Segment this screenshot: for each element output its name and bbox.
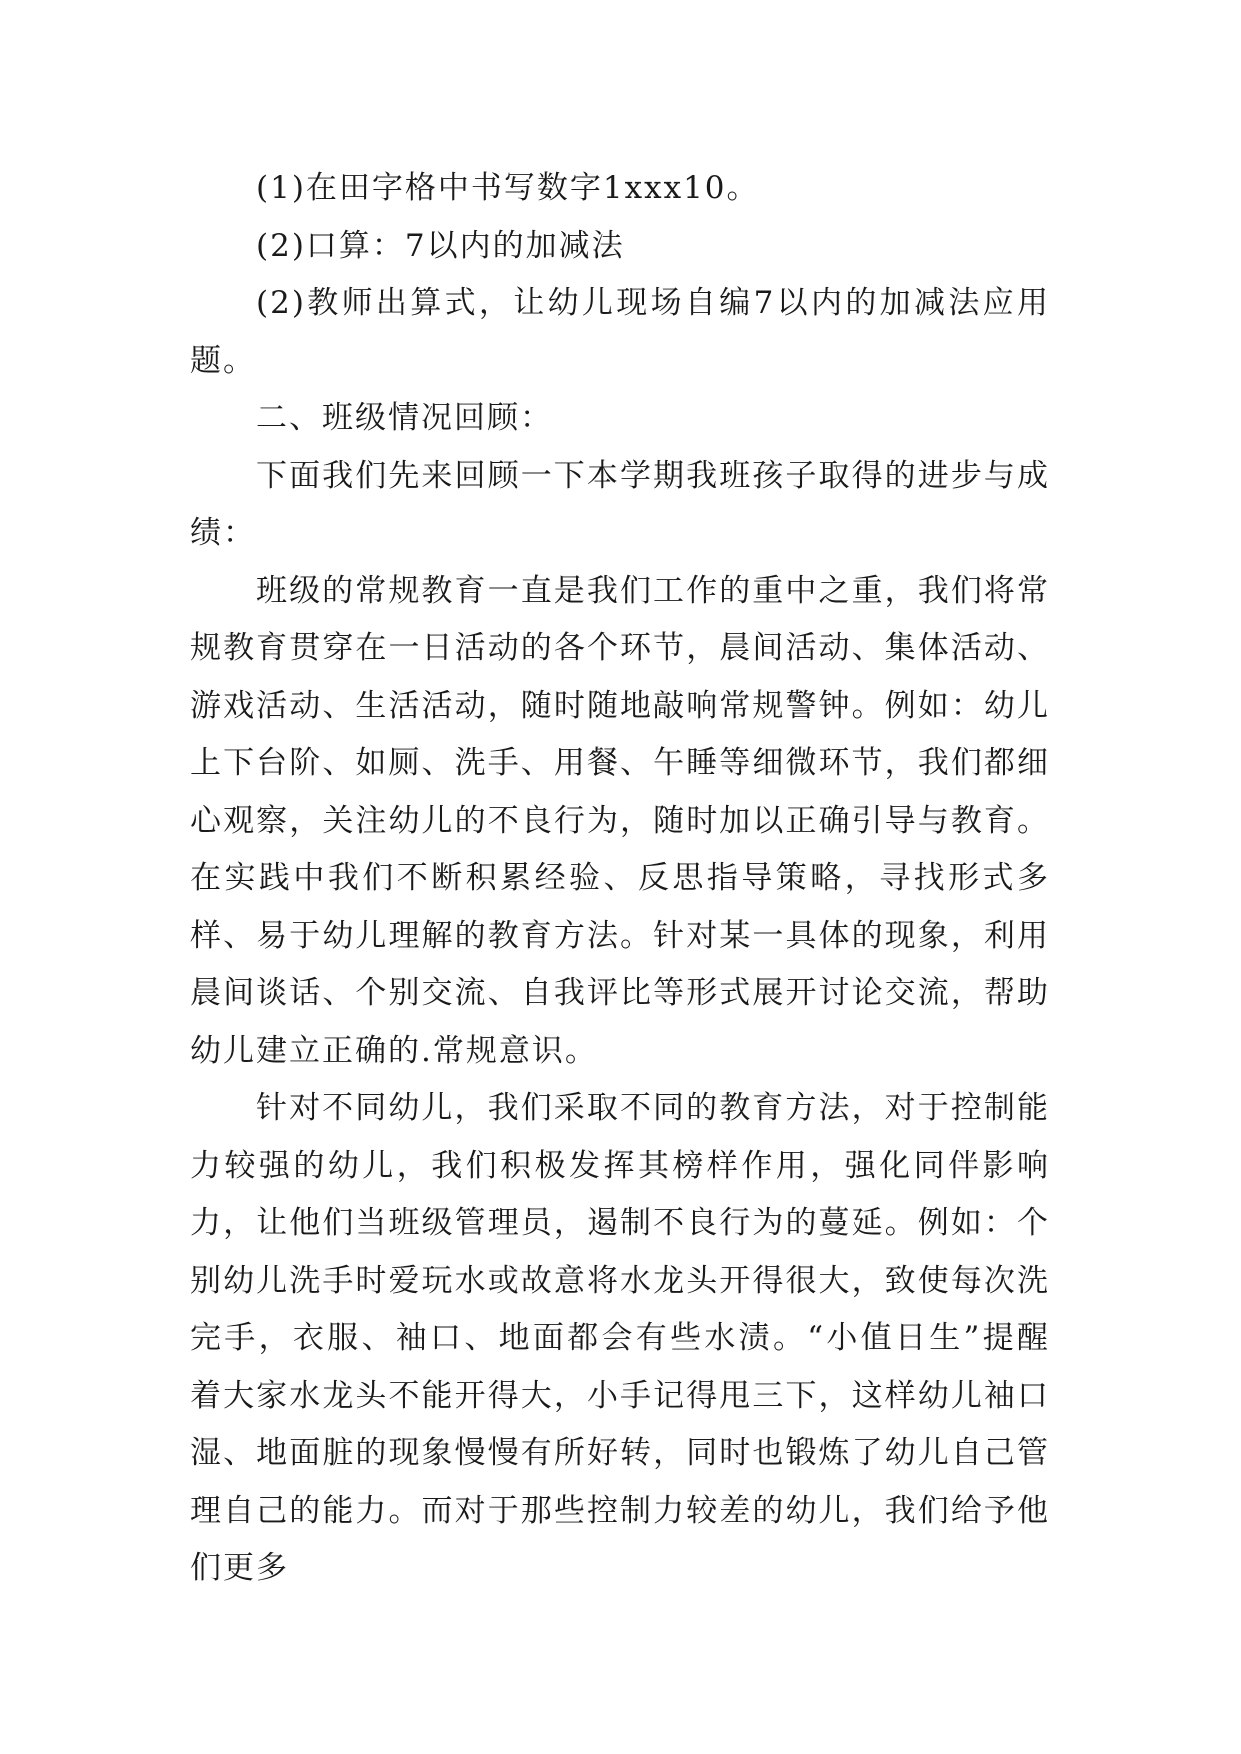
body-paragraph-methods: 针对不同幼儿，我们采取不同的教育方法，对于控制能力较强的幼儿，我们积极发挥其榜样作用，强化同伴影响力，让他们当班级管理员，遏制不良行为的蔓延。例如：个别幼儿洗手时爱玩水或故意将水龙头开得很大，致使每次洗完手，衣服、袖口、地面都会有些水渍。“小值日生”提醒着大家水龙头不能开得大，小手记得甩三下，这样幼儿袖口湿、地面脏的现象慢慢有所好转，同时也锻炼了幼儿自己管理自己的能力。而对于那些控制力较差的幼儿，我们给予他们更多 [190, 1090, 1050, 1586]
task-item-2: (2)口算：7以内的加减法 [256, 227, 625, 264]
task-item-1: (1)在田字格中书写数字1xxx10。 [256, 170, 760, 206]
intro-paragraph: 下面我们先来回顾一下本学期我班孩子取得的进步与成绩： [190, 457, 1050, 551]
document-body [190, 160, 1050, 1598]
section-heading: 二、班级情况回顾： [256, 400, 553, 436]
task-item-3: (2)教师出算式，让幼儿现场自编7以内的加减法应用题。 [190, 285, 1050, 379]
body-paragraph-routine: 班级的常规教育一直是我们工作的重中之重，我们将常规教育贯穿在一日活动的各个环节，晨间活动、集体活动、游戏活动、生活活动，随时随地敲响常规警钟。例如：幼儿上下台阶、如厕、洗手、用餐、午睡等细微环节，我们都细心观察，关注幼儿的不良行为，随时加以正确引导与教育。在实践中我们不断积累经验、反思指导策略，寻找形式多样、易于幼儿理解的教育方法。针对某一具体的现象，利用晨间谈话、个别交流、自我评比等形式展开讨论交流，帮助幼儿建立正确的.常规意识。 [190, 572, 1050, 1069]
